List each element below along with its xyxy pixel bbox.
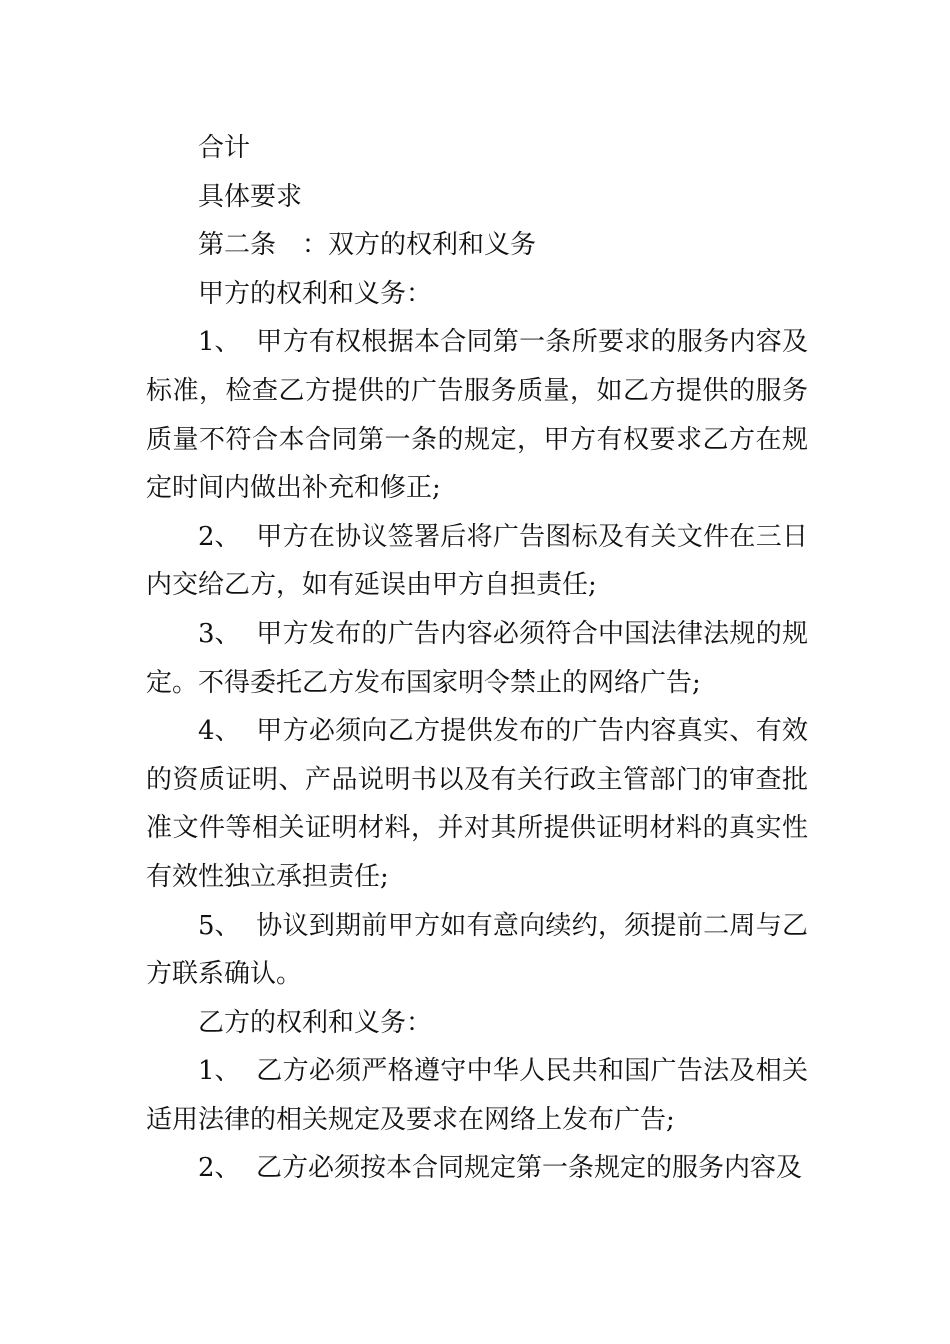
subsection-heading (146, 270, 808, 319)
list-item (146, 1047, 808, 1144)
section-heading (146, 221, 808, 270)
paragraph-text: 第二条 ：双方的权利和义务 (198, 230, 537, 261)
item-text: 乙方必须按本合同规定第一条规定的服务内容及 (256, 1153, 803, 1184)
item-number: 5、 (198, 910, 241, 941)
item-number: 1、 (198, 1056, 241, 1087)
item-text: 甲方必须向乙方提供发布的广告内容真实、有效的资质证明、产品说明书以及有关行政主管部门的审查批准文件等相关证明材料，并对其所提供证明材料的真实性有效性独立承担责任; (146, 716, 808, 892)
list-item (146, 513, 808, 610)
paragraph-text: 具体要求 (198, 181, 303, 212)
list-item (146, 707, 808, 901)
paragraph (146, 124, 808, 173)
paragraph-text: 合计 (198, 133, 251, 163)
list-item (146, 1144, 808, 1193)
item-number: 4、 (198, 716, 241, 747)
item-number: 2、 (198, 521, 241, 552)
item-number: 1、 (198, 327, 241, 358)
item-text: 甲方在协议签署后将广告图标及有关文件在三日内交给乙方，如有延误由甲方自担责任; (146, 521, 808, 601)
paragraph-text: 甲方的权利和义务： (198, 278, 433, 309)
item-text: 乙方必须严格遵守中华人民共和国广告法及相关适用法律的相关规定及要求在网络上发布广告; (146, 1056, 808, 1135)
document-body (146, 124, 808, 1193)
item-text: 甲方发布的广告内容必须符合中国法律法规的规定。不得委托乙方发布国家明令禁止的网络广告; (146, 618, 808, 698)
paragraph-text: 乙方的权利和义务： (198, 1007, 433, 1038)
list-item (146, 318, 808, 512)
item-number: 2、 (198, 1153, 241, 1184)
subsection-heading (146, 999, 808, 1048)
list-item (146, 610, 808, 707)
paragraph (146, 173, 808, 222)
item-text: 甲方有权根据本合同第一条所要求的服务内容及标准，检查乙方提供的广告服务质量，如乙方提供的服务质量不符合本合同第一条的规定，甲方有权要求乙方在规定时间内做出补充和修正; (146, 327, 808, 504)
item-text: 协议到期前甲方如有意向续约，须提前二周与乙方联系确认。 (146, 910, 808, 990)
list-item (146, 902, 808, 999)
item-number: 3、 (198, 618, 241, 649)
